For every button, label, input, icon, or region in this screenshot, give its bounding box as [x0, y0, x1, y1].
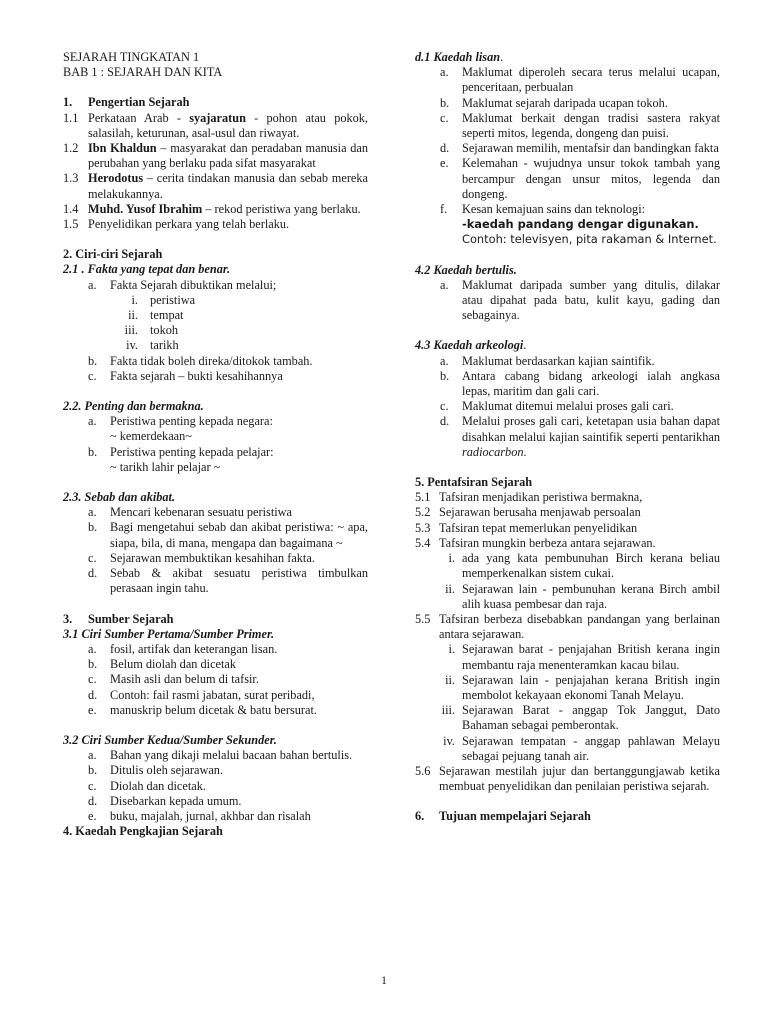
section-6-heading: 6. Tujuan mempelajari Sejarah: [415, 809, 591, 824]
list-item: b. Maklumat sejarah daripada ucapan tokoh.: [440, 95, 668, 110]
list-item: b. Antara cabang bidang arkeologi ialah angkasa lepas, maritim dan gali cari.: [440, 368, 720, 399]
list-item: 5.6 Sejarawan mestilah jujur dan bertanggungjawab ketika membuat penyelidikan dan penilaian peristiwa sejarah.: [415, 763, 720, 794]
list-item: e. manuskrip belum dicetak & batu bersurat.: [88, 702, 317, 717]
list-item: 5.2 Sejarawan berusaha menjawab persoalan: [415, 505, 641, 520]
list-item: c. Masih asli dan belum di tafsir.: [88, 672, 259, 687]
list-item: i. ada yang kata pembunuhan Birch kerana beliau memperkenalkan sistem cukai.: [448, 551, 720, 581]
list-item: b. Ditulis oleh sejarawan.: [88, 763, 224, 778]
alpha-list: [63, 748, 368, 824]
list-item: 5.4 Tafsiran mungkin berbeza antara sejarawan.: [415, 535, 656, 550]
doc-title: SEJARAH TINGKATAN 1: [63, 50, 200, 64]
list-item: 1.2 Ibn Khaldun – masyarakat dan peradaban manusia dan perubahan yang berlaku pada sifat masyarakat: [63, 141, 368, 171]
alpha-list: [415, 354, 720, 415]
subsection-3-1-heading: 3.1 Ciri Sumber Pertama/Sumber Primer.: [63, 626, 275, 641]
list-item: b. Bagi mengetahui sebab dan akibat peristiwa: ~ apa, siapa, bila, di mana, mengapa dan bagaimana ~: [88, 520, 368, 550]
list-item: 1.5 Penyelidikan perkara yang telah berlaku.: [63, 217, 290, 232]
alpha-list: [415, 278, 720, 324]
subsection-2-3-heading: 2.3. Sebab dan akibat.: [63, 490, 176, 505]
list-item: b. Peristiwa penting kepada pelajar: ~ tarikh lahir pelajar ~: [88, 444, 274, 474]
list-item: 1.4 Muhd. Yusof Ibrahim – rekod peristiwa yang berlaku.: [63, 201, 361, 216]
list-item: a. Fakta Sejarah dibuktikan melalui;: [88, 277, 277, 292]
subsection-2-1-heading: 2.1 . Fakta yang tepat dan benar.: [63, 262, 231, 277]
list-item: iv. tarikh: [126, 338, 179, 353]
list-item: a. fosil, artifak dan keterangan lisan.: [88, 641, 278, 656]
chapter-title: BAB 1 : SEJARAH DAN KITA: [63, 65, 223, 80]
list-item: b. Fakta tidak boleh direka/ditokok tambah.: [88, 353, 313, 368]
right-column: [415, 50, 720, 825]
list-item: d. Contoh: fail rasmi jabatan, surat peribadi,: [88, 687, 315, 702]
list-item: i. peristiwa: [131, 292, 196, 307]
alpha-list: [63, 354, 368, 384]
subsection-4-3-heading: 4.3 Kaedah arkeologi.: [415, 338, 527, 353]
list-item: ii. tempat: [128, 308, 184, 323]
section-5-heading: 5. Pentafsiran Sejarah: [415, 475, 533, 490]
subsection-3-2-heading: 3.2 Ciri Sumber Kedua/Sumber Sekunder.: [63, 732, 277, 747]
list-item: iv. Sejarawan tempatan - anggap pahlawan Melayu sebagai pejuang tanah air.: [443, 733, 720, 763]
list-item: iii. tokoh: [124, 323, 179, 338]
section-1-heading: 1. Pengertian Sejarah: [63, 95, 190, 110]
list-item: iii. Sejarawan Barat - anggap Tok Janggut, Dato Bahaman sebagai pemberontak.: [441, 703, 720, 733]
section-1-list: [63, 111, 368, 233]
list-item: a. Maklumat daripada sumber yang ditulis, dilakar atau dipahat pada batu, kulit kayu, gading dan sebagainya.: [440, 277, 720, 323]
list-item: 5.3 Tafsiran tepat memerlukan penyelidikan: [415, 520, 638, 535]
roman-list: [63, 293, 368, 354]
list-item: d. Sejarawan memilih, mentafsir dan bandingkan fakta: [440, 141, 719, 156]
list-item: c. Maklumat berkait dengan tradisi sastera rakyat seperti mitos, legenda, dongeng dan puisi.: [440, 110, 720, 141]
numbered-list: [415, 490, 720, 551]
list-item: c. Diolah dan dicetak.: [88, 778, 206, 793]
subsection-4-2-heading: 4.2 Kaedah bertulis.: [415, 262, 517, 277]
list-item: d. Melalui proses gali cari, ketetapan usia bahan dapat disahkan melalui kajian saintifik seperti pentarikhan radiocarbon.: [440, 414, 720, 459]
subsection-2-2-heading: 2.2. Penting dan bermakna.: [63, 399, 204, 414]
page-number: 1: [381, 973, 387, 987]
list-item: 5.1 Tafsiran menjadikan peristiwa bermakna,: [415, 490, 643, 505]
list-item: d. Disebarkan kepada umum.: [88, 793, 242, 808]
alpha-list: [63, 505, 368, 596]
list-item: c. Fakta sejarah – bukti kesahihannya: [88, 368, 283, 383]
list-item: 5.5 Tafsiran berbeza disebabkan pandangan yang berlainan antara sejarawan.: [415, 611, 720, 642]
list-item: a. Bahan yang dikaji melalui bacaan bahan bertulis.: [88, 748, 353, 763]
list-item: c. Maklumat ditemui melalui proses gali cari.: [440, 399, 674, 414]
list-item: 1.3 Herodotus – cerita tindakan manusia dan sebab mereka melakukannya.: [63, 171, 368, 201]
section-2-heading: 2. Ciri-ciri Sejarah: [63, 247, 163, 262]
list-item: a. Maklumat diperoleh secara terus melalui ucapan, penceritaan, perbualan: [440, 65, 720, 95]
alpha-list: [63, 642, 368, 718]
left-column: [63, 50, 368, 839]
roman-list: [415, 551, 720, 612]
list-item: c. Sejarawan membuktikan kesahihan fakta.: [88, 550, 315, 565]
list-item: a. Maklumat berdasarkan kajian saintifik.: [440, 353, 655, 368]
list-item: 1.1 Perkataan Arab - syajaratun - pohon atau pokok, salasilah, keturunan, asal-usul dan riwayat.: [63, 110, 369, 140]
list-item: i. Sejarawan barat - penjajahan British kerana ingin membantu raja menenteramkan kacau bilau.: [448, 642, 720, 672]
alpha-list: [415, 65, 720, 202]
list-item: d. Sebab & akibat sesuatu peristiwa timbulkan perasaan ingin tahu.: [88, 566, 368, 596]
roman-list: [415, 642, 720, 764]
list-item: f. Kesan kemajuan sains dan teknologi: -kaedah pandang dengar digunakan. Contoh: televisyen, pita rakaman & Internet.: [440, 202, 717, 247]
list-item: a. Peristiwa penting kepada negara: ~ kemerdekaan~: [88, 414, 273, 444]
list-item: b. Belum diolah dan dicetak: [88, 657, 237, 672]
list-item: ii. Sejarawan lain - pembunuhan kerana Birch ambil alih kuasa pembesar dan raja.: [445, 581, 720, 611]
section-3-heading: 3. Sumber Sejarah: [63, 611, 174, 626]
section-4-heading: 4. Kaedah Pengkajian Sejarah: [63, 824, 223, 839]
alpha-list: [63, 414, 368, 475]
list-item: e. buku, majalah, jurnal, akhbar dan risalah: [88, 808, 311, 823]
list-item: e. Kelemahan - wujudnya unsur tokok tambah yang bercampur dengan unsur mitos, legenda dan dongeng.: [440, 156, 720, 201]
list-item: ii. Sejarawan lain - penjajahan kerana British ingin membolot kekayaan ekonomi Tanah Melayu.: [445, 672, 720, 702]
subsection-d1-heading: d.1 Kaedah lisan.: [415, 50, 504, 64]
list-item: a. Mencari kebenaran sesuatu peristiwa: [88, 505, 292, 520]
